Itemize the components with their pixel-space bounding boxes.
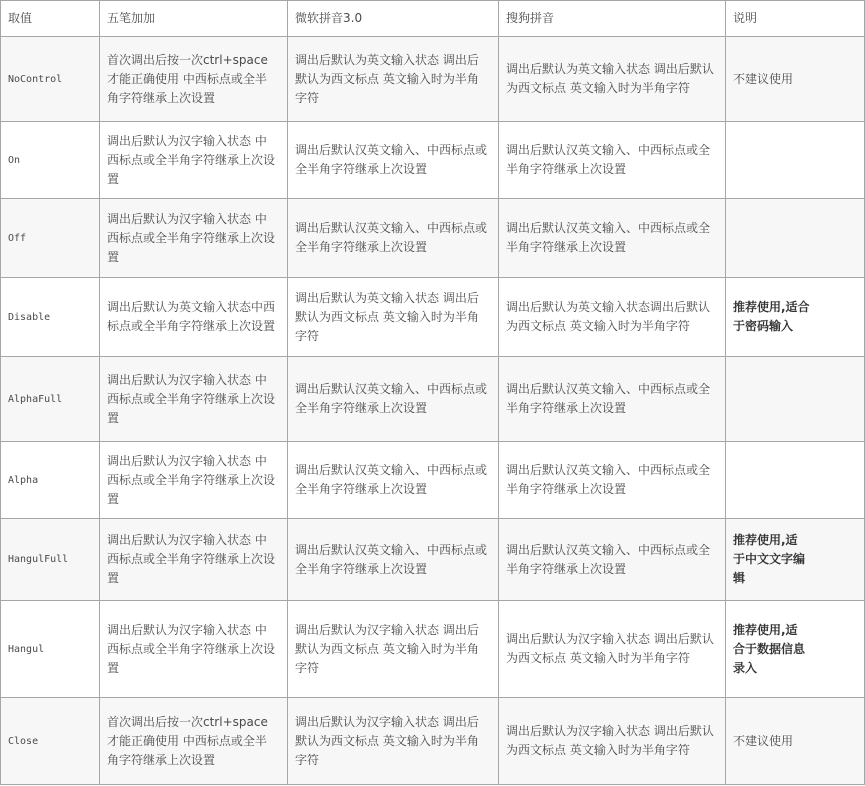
cell-microsoft-pinyin: 调出后默认为汉字输入状态 调出后默认为西文标点 英文输入时为半角字符 xyxy=(288,698,499,785)
cell-value: HangulFull xyxy=(1,519,100,601)
cell-wubi: 首次调出后按一次ctrl+space才能正确使用 中西标点或全半角字符继承上次设置 xyxy=(100,37,288,122)
cell-microsoft-pinyin: 调出后默认为汉字输入状态 调出后默认为西文标点 英文输入时为半角字符 xyxy=(288,601,499,698)
cell-wubi: 调出后默认为汉字输入状态 中西标点或全半角字符继承上次设置 xyxy=(100,519,288,601)
cell-note xyxy=(726,442,865,519)
cell-sogou-pinyin: 调出后默认汉英文输入、中西标点或全半角字符继承上次设置 xyxy=(499,122,726,199)
cell-microsoft-pinyin: 调出后默认汉英文输入、中西标点或全半角字符继承上次设置 xyxy=(288,199,499,278)
cell-microsoft-pinyin: 调出后默认汉英文输入、中西标点或全半角字符继承上次设置 xyxy=(288,122,499,199)
table-row-disable xyxy=(1,278,865,357)
cell-sogou-pinyin: 调出后默认为汉字输入状态 调出后默认为西文标点 英文输入时为半角字符 xyxy=(499,601,726,698)
table-row-on xyxy=(1,122,865,199)
cell-note xyxy=(726,278,865,357)
cell-value: Alpha xyxy=(1,442,100,519)
cell-wubi: 调出后默认为汉字输入状态 中西标点或全半角字符继承上次设置 xyxy=(100,199,288,278)
cell-value: Hangul xyxy=(1,601,100,698)
cell-value: Disable xyxy=(1,278,100,357)
cell-note xyxy=(726,122,865,199)
cell-note: 不建议使用 xyxy=(726,37,865,122)
cell-value: NoControl xyxy=(1,37,100,122)
column-header-sogou-pinyin: 搜狗拼音 xyxy=(499,1,726,37)
note-recommended: 推荐使用,适合于数据信息录入 xyxy=(733,622,806,675)
cell-microsoft-pinyin: 调出后默认汉英文输入、中西标点或全半角字符继承上次设置 xyxy=(288,442,499,519)
cell-value: On xyxy=(1,122,100,199)
table-row-nocontrol xyxy=(1,37,865,122)
cell-wubi: 调出后默认为汉字输入状态 中西标点或全半角字符继承上次设置 xyxy=(100,601,288,698)
note-recommended: 推荐使用,适于中文文字编辑 xyxy=(733,533,806,585)
cell-wubi: 调出后默认为汉字输入状态 中西标点或全半角字符继承上次设置 xyxy=(100,122,288,199)
cell-note: 不建议使用 xyxy=(726,698,865,785)
table-row-hangulfull xyxy=(1,519,865,601)
cell-sogou-pinyin: 调出后默认为英文输入状态 调出后默认为西文标点 英文输入时为半角字符 xyxy=(499,37,726,122)
cell-value: Close xyxy=(1,698,100,785)
cell-value: Off xyxy=(1,199,100,278)
table-row-hangul xyxy=(1,601,865,698)
cell-sogou-pinyin: 调出后默认为英文输入状态调出后默认为西文标点 英文输入时为半角字符 xyxy=(499,278,726,357)
cell-sogou-pinyin: 调出后默认汉英文输入、中西标点或全半角字符继承上次设置 xyxy=(499,199,726,278)
cell-sogou-pinyin: 调出后默认汉英文输入、中西标点或全半角字符继承上次设置 xyxy=(499,519,726,601)
table-header-row xyxy=(1,1,865,37)
cell-sogou-pinyin: 调出后默认汉英文输入、中西标点或全半角字符继承上次设置 xyxy=(499,357,726,442)
cell-wubi: 调出后默认为汉字输入状态 中西标点或全半角字符继承上次设置 xyxy=(100,442,288,519)
column-header-notes: 说明 xyxy=(726,1,865,37)
cell-wubi: 首次调出后按一次ctrl+space才能正确使用 中西标点或全半角字符继承上次设置 xyxy=(100,698,288,785)
note-recommended: 推荐使用,适合于密码输入 xyxy=(733,300,810,333)
cell-note xyxy=(726,199,865,278)
cell-note xyxy=(726,519,865,601)
table-row-alphafull xyxy=(1,357,865,442)
cell-value: AlphaFull xyxy=(1,357,100,442)
cell-sogou-pinyin: 调出后默认为汉字输入状态 调出后默认为西文标点 英文输入时为半角字符 xyxy=(499,698,726,785)
cell-microsoft-pinyin: 调出后默认汉英文输入、中西标点或全半角字符继承上次设置 xyxy=(288,357,499,442)
table-row-alpha xyxy=(1,442,865,519)
cell-microsoft-pinyin: 调出后默认为英文输入状态 调出后默认为西文标点 英文输入时为半角字符 xyxy=(288,37,499,122)
cell-wubi: 调出后默认为英文输入状态中西标点或全半角字符继承上次设置 xyxy=(100,278,288,357)
cell-note xyxy=(726,601,865,698)
cell-note xyxy=(726,357,865,442)
table-row-off xyxy=(1,199,865,278)
cell-sogou-pinyin: 调出后默认汉英文输入、中西标点或全半角字符继承上次设置 xyxy=(499,442,726,519)
table-row-close xyxy=(1,698,865,785)
cell-microsoft-pinyin: 调出后默认为英文输入状态 调出后默认为西文标点 英文输入时为半角字符 xyxy=(288,278,499,357)
column-header-value: 取值 xyxy=(1,1,100,37)
column-header-wubi: 五笔加加 xyxy=(100,1,288,37)
cell-wubi: 调出后默认为汉字输入状态 中西标点或全半角字符继承上次设置 xyxy=(100,357,288,442)
cell-microsoft-pinyin: 调出后默认汉英文输入、中西标点或全半角字符继承上次设置 xyxy=(288,519,499,601)
column-header-microsoft-pinyin: 微软拼音3.0 xyxy=(288,1,499,37)
